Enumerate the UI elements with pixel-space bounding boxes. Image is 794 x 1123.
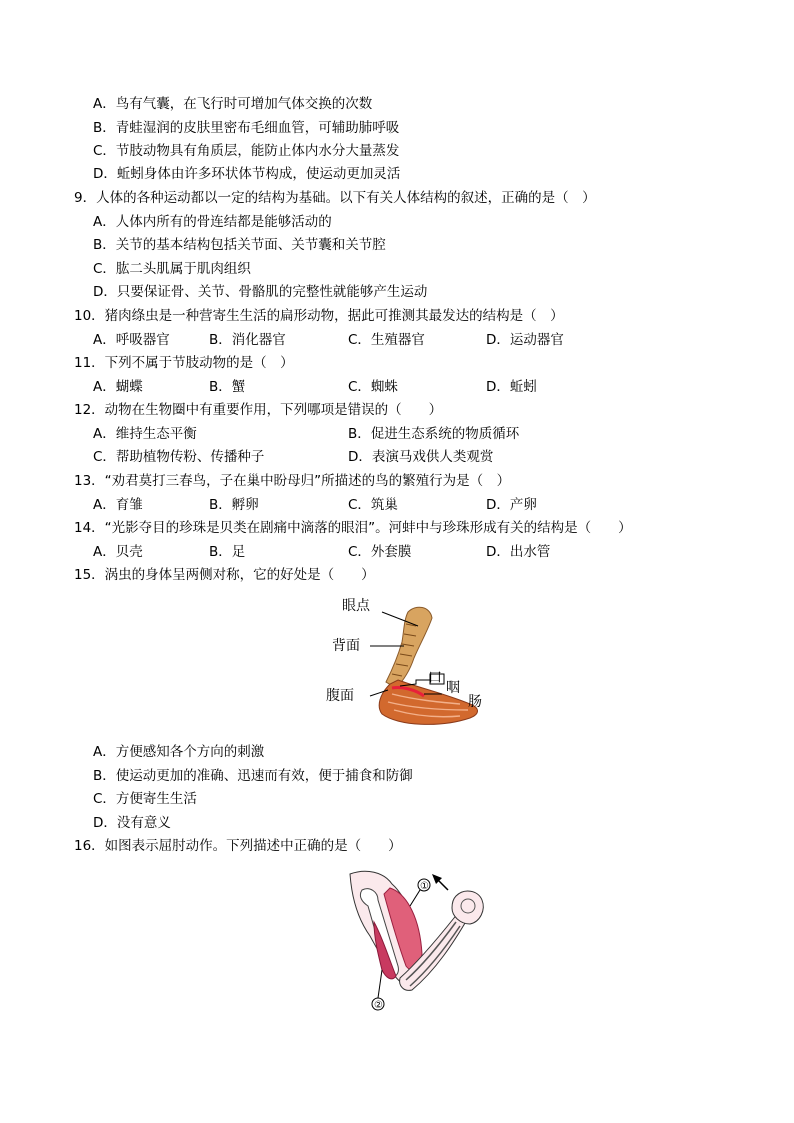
label-ventral: 腹面 [326, 688, 354, 704]
fist [452, 891, 483, 924]
q10-stem: 10．猪肉绦虫是一种营寄生生活的扁形动物，据此可推测其最发达的结构是（ ） [74, 308, 564, 324]
planarian-head [386, 607, 432, 688]
q8-option-b: B．青蛙湿润的皮肤里密布毛细血管，可辅助肺呼吸 [93, 120, 400, 136]
label-dorsal: 背面 [332, 638, 360, 654]
q9-option-c: C．肱二头肌属于肌肉组织 [93, 261, 251, 277]
elbow-flexion-figure [340, 866, 490, 1016]
q12-option-d: D．表演马戏供人类观赏 [348, 449, 494, 465]
q9-option-a: A．人体内所有的骨连结都是能够活动的 [93, 214, 332, 230]
q8-option-a: A．鸟有气囊，在飞行时可增加气体交换的次数 [93, 96, 373, 112]
q11-option-c: C．蜘蛛 [348, 379, 398, 395]
q9-stem: 9．人体的各种运动都以一定的结构为基础。以下有关人体结构的叙述，正确的是（ ） [74, 190, 596, 206]
label-eye: 眼点 [342, 598, 370, 614]
q9-option-d: D．只要保证骨、关节、骨骼肌的完整性就能够产生运动 [93, 284, 428, 300]
q12-option-a: A．维持生态平衡 [93, 426, 197, 442]
label-mouth: 口 [428, 670, 442, 686]
q14-option-b: B．足 [209, 544, 246, 560]
q15-option-d: D．没有意义 [93, 815, 171, 831]
q13-option-c: C．筑巢 [348, 497, 398, 513]
q12-option-c: C．帮助植物传粉、传播种子 [93, 449, 265, 465]
q16-stem: 16．如图表示屈肘动作。下列描述中正确的是（ ） [74, 838, 402, 854]
q14-option-d: D．出水管 [486, 544, 551, 560]
q15-stem: 15．涡虫的身体呈两侧对称，它的好处是（ ） [74, 567, 375, 583]
q12-option-b: B．促进生态系统的物质循环 [348, 426, 520, 442]
q10-option-b: B．消化器官 [209, 332, 286, 348]
label-intestine: 肠 [468, 694, 482, 710]
q9-option-b: B．关节的基本结构包括关节面、关节囊和关节腔 [93, 237, 386, 253]
q14-stem: 14．“光影夺目的珍珠是贝类在剧痛中滴落的眼泪”。河蚌中与珍珠形成有关的结构是（ ） [74, 520, 632, 536]
q14-option-c: C．外套膜 [348, 544, 412, 560]
marker-1-leader [410, 890, 420, 906]
q13-option-b: B．孵卵 [209, 497, 259, 513]
q8-option-d: D．蚯蚓身体由许多环状体节构成，使运动更加灵活 [93, 166, 401, 182]
q15-option-a: A．方便感知各个方向的刺激 [93, 744, 265, 760]
planarian-figure [320, 590, 500, 740]
q13-option-d: D．产卵 [486, 497, 537, 513]
q15-option-b: B．使运动更加的准确、迅速而有效，便于捕食和防御 [93, 768, 413, 784]
q8-option-c: C．节肢动物具有角质层，能防止体内水分大量蒸发 [93, 143, 400, 159]
q13-option-a: A．育雏 [93, 497, 143, 513]
q12-stem: 12．动物在生物圈中有重要作用，下列哪项是错误的（ ） [74, 402, 443, 418]
marker-2-leader [378, 970, 382, 998]
marker-1-label: ① [420, 881, 429, 892]
q11-option-d: D．蚯蚓 [486, 379, 537, 395]
q14-option-a: A．贝壳 [93, 544, 143, 560]
q11-stem: 11．下列不属于节肢动物的是（ ） [74, 355, 294, 371]
q11-option-b: B．蟹 [209, 379, 246, 395]
q11-option-a: A．蝴蝶 [93, 379, 143, 395]
q10-option-c: C．生殖器官 [348, 332, 425, 348]
q13-stem: 13．“劝君莫打三春鸟，子在巢中盼母归”所描述的鸟的繁殖行为是（ ） [74, 473, 511, 489]
label-pharynx: 咽 [446, 680, 460, 696]
q10-option-d: D．运动器官 [486, 332, 564, 348]
marker-2-label: ② [374, 1000, 383, 1011]
q15-option-c: C．方便寄生生活 [93, 791, 197, 807]
q10-option-a: A．呼吸器官 [93, 332, 170, 348]
